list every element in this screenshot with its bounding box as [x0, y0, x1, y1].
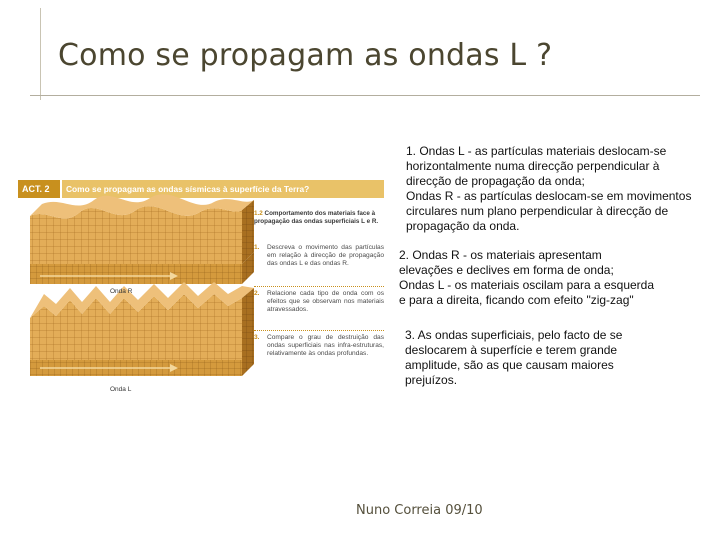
- activity-title-bar: Como se propagam as ondas sísmicas à superfície da Terra?: [62, 180, 384, 198]
- love-wave-block: [30, 282, 254, 376]
- rayleigh-wave-block: [30, 194, 254, 284]
- note-line: circulares num plano perpendicular à direcção de: [406, 204, 669, 218]
- question-text: Relacione cada tipo de onda com os efeitos que se observam nos materiais atravessados.: [267, 290, 384, 314]
- caption-onda-r: Onda R: [110, 288, 133, 295]
- slide-footer: Nuno Correia 09/10: [356, 503, 483, 518]
- note-line: Ondas R - as partículas deslocam-se em movimentos: [406, 189, 692, 203]
- question-text: Compare o grau de destruição das ondas superficiais nas infra-estruturas, relativamente às ondas profundas.: [267, 334, 384, 358]
- question-1: [254, 244, 384, 268]
- note-line: propagação da onda.: [406, 219, 520, 233]
- caption-onda-l: Onda L: [110, 386, 132, 393]
- note-line: 3. As ondas superficiais, pelo facto de se: [405, 328, 623, 342]
- note-answer-2: [399, 248, 699, 308]
- note-line: 2. Ondas R - os materiais apresentam: [399, 248, 602, 262]
- note-answer-1: [405, 144, 705, 234]
- note-line: deslocarem à superfície e terem grande: [405, 343, 618, 357]
- note-line: amplitude, são as que causam maiores: [405, 358, 614, 372]
- textbook-figure: [18, 176, 384, 398]
- decorative-corner-line: [40, 8, 41, 100]
- panel-title: [254, 210, 384, 226]
- question-2: [254, 290, 384, 314]
- note-line: 1. Ondas L - as partículas materiais deslocam-se: [406, 144, 667, 158]
- title-underline: [30, 95, 700, 96]
- note-line: Ondas L - os materiais oscilam para a esquerda: [399, 278, 655, 292]
- wave-block-illustrations: [18, 176, 254, 398]
- question-3: [254, 334, 384, 358]
- activity-badge: ACT. 2: [18, 180, 60, 198]
- question-number: 2.: [254, 290, 260, 297]
- note-line: direcção de propagação da onda;: [406, 174, 585, 188]
- note-answer-3: [405, 328, 665, 388]
- note-line: prejuízos.: [405, 373, 458, 387]
- panel-title-text: Comportamento dos materiais face à propagação das ondas superficiais L e R.: [254, 210, 379, 225]
- question-number: 1.: [254, 244, 260, 251]
- note-line: elevações e declives em forma de onda;: [399, 263, 614, 277]
- slide-title: Como se propagam as ondas L ?: [58, 38, 553, 73]
- question-text: Descreva o movimento das partículas em relação à direcção de propagação das ondas L e das ondas R.: [267, 244, 384, 268]
- panel-number: 1.2: [254, 210, 263, 217]
- note-line: e para a direita, ficando com efeito "zig-zag": [399, 293, 634, 307]
- note-line: horizontalmente numa direcção perpendicular à: [406, 159, 660, 173]
- question-divider: [254, 330, 384, 331]
- question-number: 3.: [254, 334, 260, 341]
- question-divider: [254, 286, 384, 287]
